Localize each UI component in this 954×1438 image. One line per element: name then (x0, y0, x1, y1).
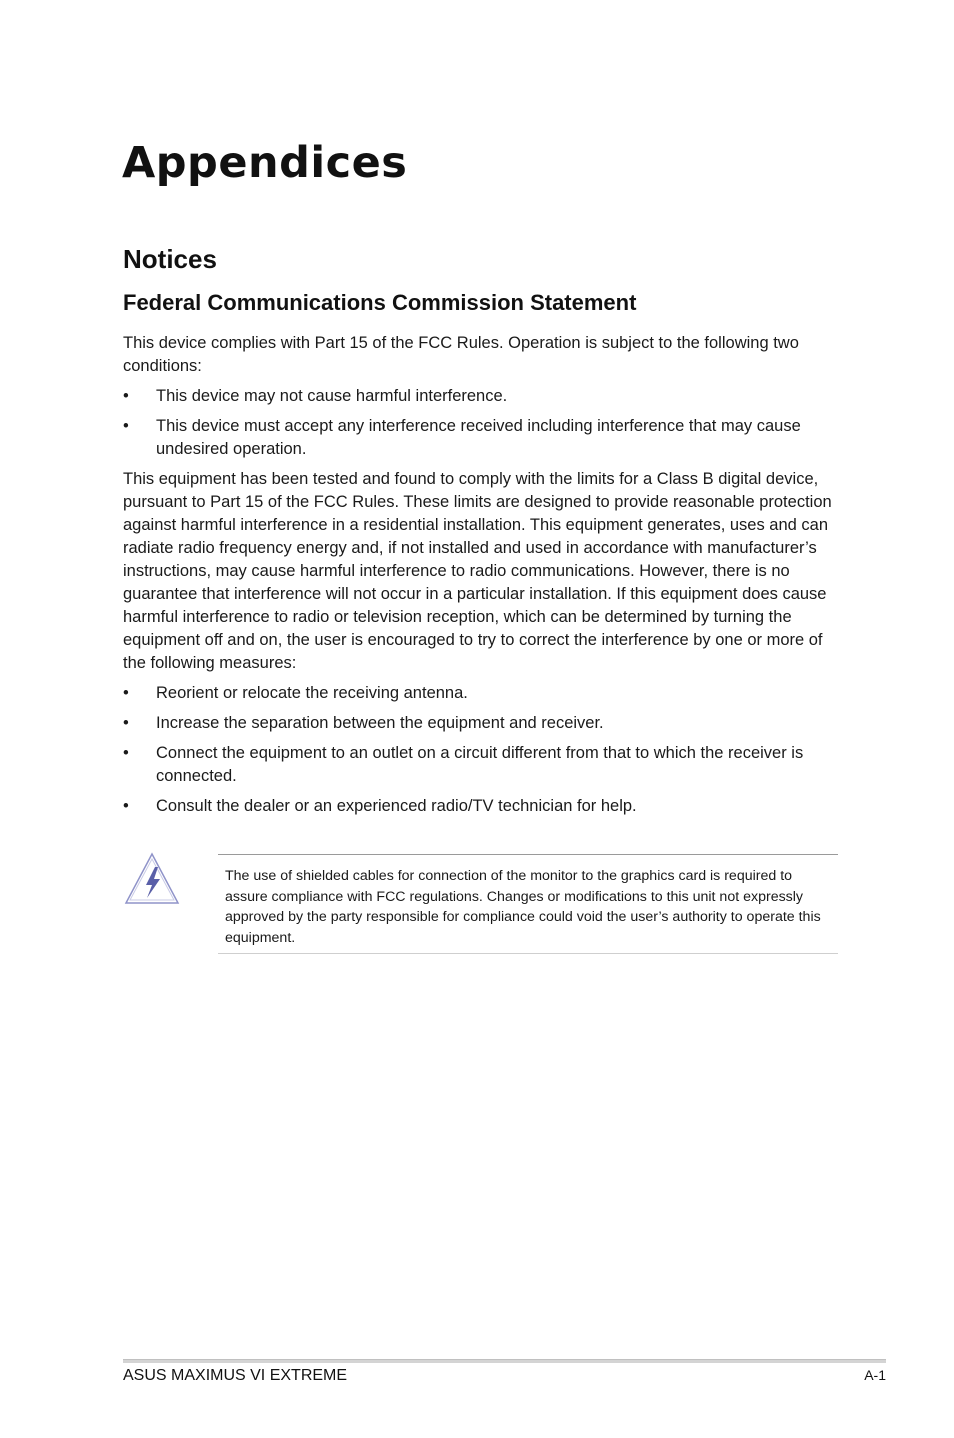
list-item-text: Connect the equipment to an outlet on a circuit different from that to which the receiver is connected. (156, 744, 804, 785)
footer-page-number: A-1 (864, 1367, 886, 1383)
list-item-text: Reorient or relocate the receiving antenna. (156, 684, 468, 702)
bullet-icon: • (123, 684, 129, 702)
warning-lightning-icon (124, 852, 180, 906)
bullet-icon: • (123, 797, 129, 815)
note-box (218, 854, 838, 954)
list-item-text: Increase the separation between the equipment and receiver. (156, 714, 604, 732)
page-title: Appendices (122, 138, 408, 188)
footer-divider (123, 1359, 886, 1363)
fcc-statement-body (123, 332, 843, 825)
bullet-icon: • (123, 744, 129, 762)
list-item (123, 795, 843, 818)
list-item (123, 415, 843, 461)
list-item-text: This device may not cause harmful interference. (156, 387, 508, 405)
conditions-list (123, 385, 843, 461)
list-item-text: This device must accept any interference received including interference that may cause undesired operation. (156, 417, 801, 458)
list-item (123, 385, 843, 408)
bullet-icon: • (123, 387, 129, 405)
list-item-text: Consult the dealer or an experienced radio/TV technician for help. (156, 797, 637, 815)
measures-list (123, 682, 843, 818)
body-paragraph: This equipment has been tested and found to comply with the limits for a Class B digital device, pursuant to Part 15 of the FCC Rules. These limits are designed to provide reasonable protection against harmful interference in a residential installation. This equipment generates, uses and can radiate radio frequency energy and, if not installed and used in accordance with manufacturer’s instructions, may cause harmful interference to radio communications. However, there is no guarantee that interference will not occur in a particular installation. If this equipment does cause harmful interference to radio or television reception, which can be determined by turning the equipment off and on, the user is encouraged to try to correct the interference by one or more of the following measures: (123, 470, 832, 672)
note-text: The use of shielded cables for connection of the monitor to the graphics card is required to assure compliance with FCC regulations. Changes or modifications to this unit not expressly approved by the party responsible for compliance could void the user’s authority to operate this equipment. (225, 868, 821, 946)
bullet-icon: • (123, 417, 129, 435)
section-heading: Notices (123, 244, 217, 274)
list-item (123, 712, 843, 735)
subsection-heading: Federal Communications Commission Statement (123, 290, 637, 315)
bullet-icon: • (123, 714, 129, 732)
list-item (123, 742, 843, 788)
intro-paragraph: This device complies with Part 15 of the FCC Rules. Operation is subject to the following two conditions: (123, 334, 799, 375)
list-item (123, 682, 843, 705)
footer-product-name: ASUS MAXIMUS VI EXTREME (123, 1367, 348, 1384)
